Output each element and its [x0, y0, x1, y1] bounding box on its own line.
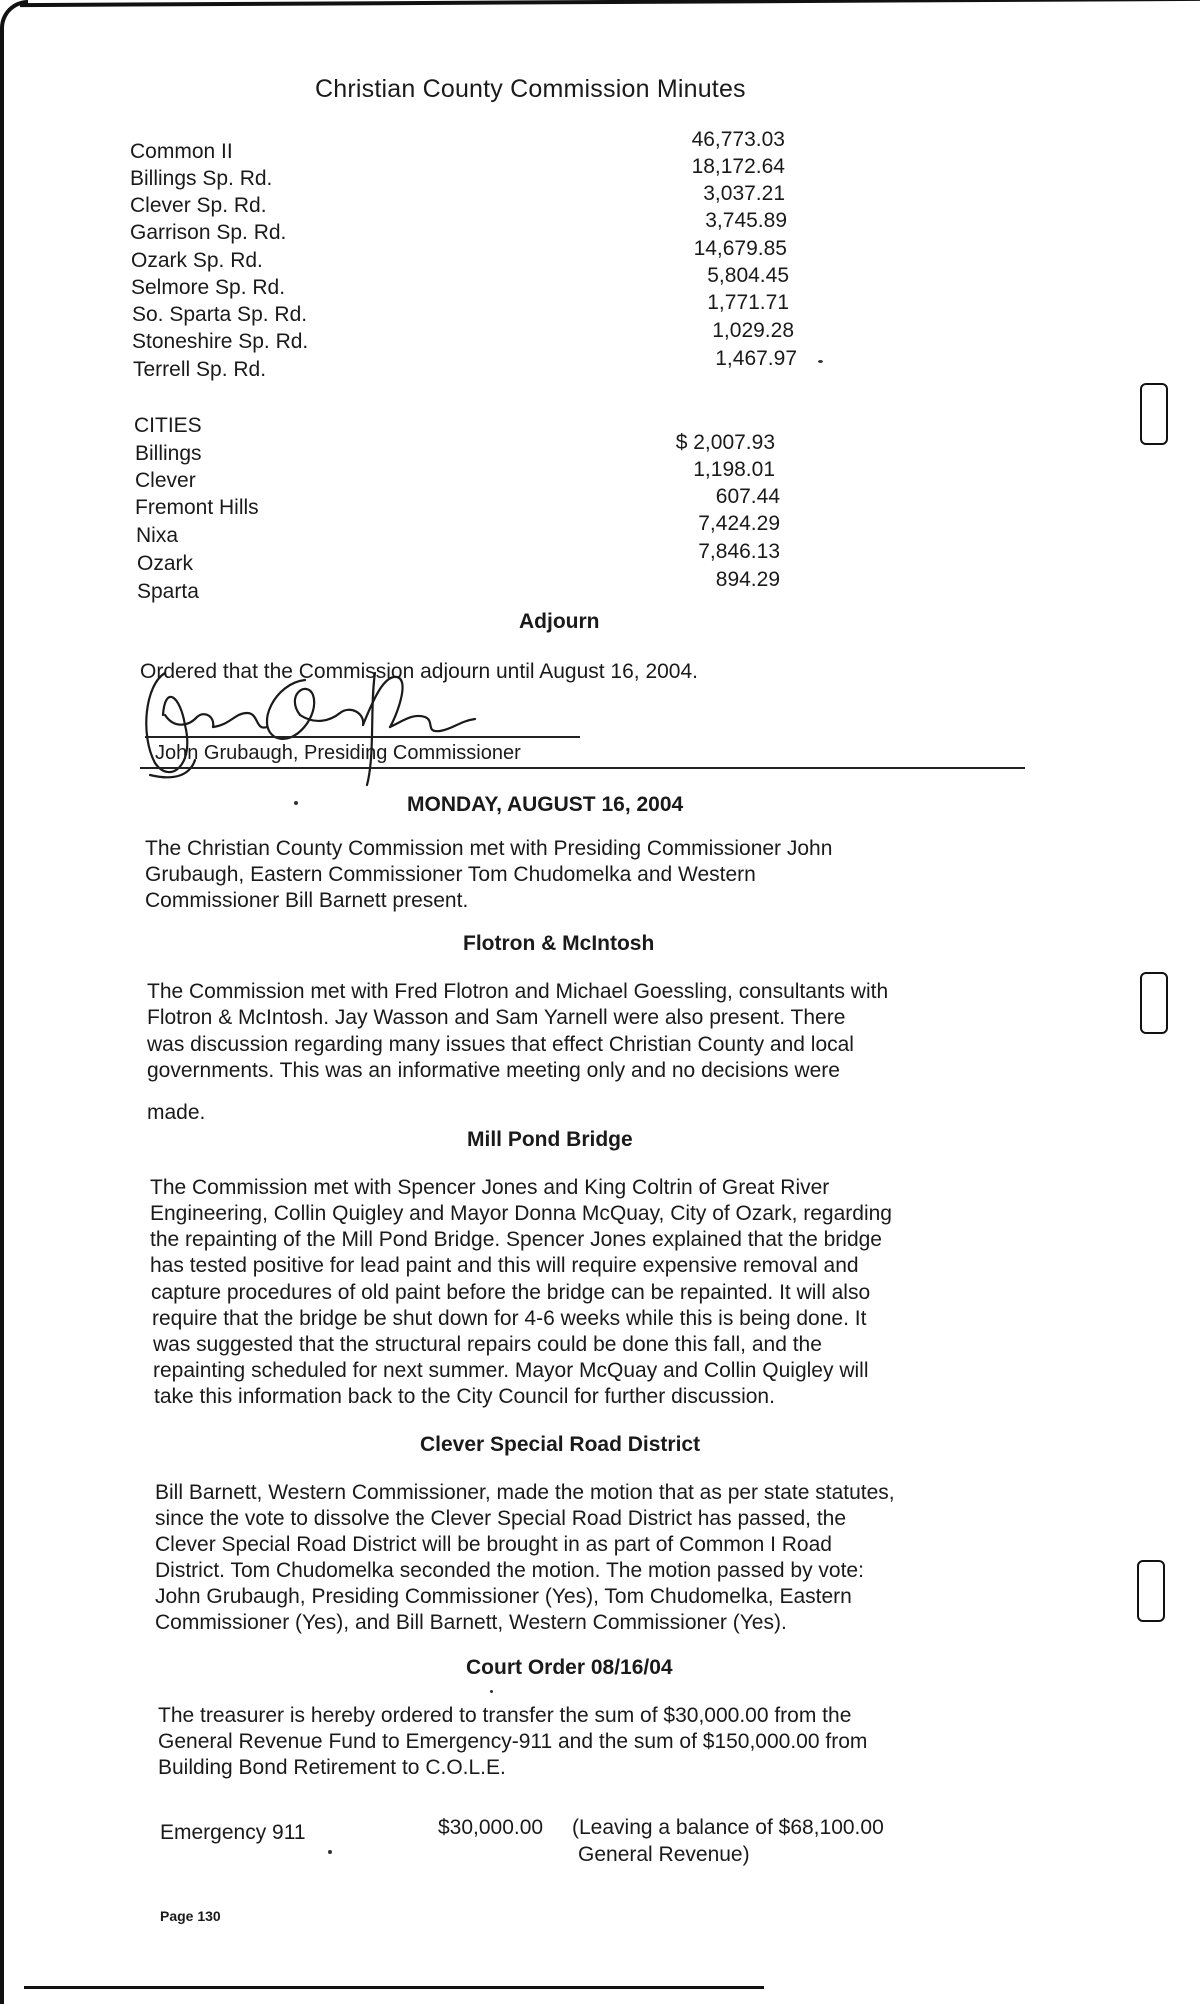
- section-line: Engineering, Collin Quigley and Mayor Donna McQuay, City of Ozark, regarding: [150, 1202, 892, 1225]
- road-district-amount: 1,771.71: [707, 291, 789, 314]
- section-line: Flotron & McIntosh. Jay Wasson and Sam Yarnell were also present. There: [147, 1006, 846, 1029]
- city-label: Sparta: [137, 580, 199, 603]
- scan-speck: [490, 1690, 493, 1693]
- binder-ring-hole: [1140, 972, 1168, 1034]
- section-line: District. Tom Chudomelka seconded the motion. The motion passed by vote:: [155, 1559, 864, 1582]
- road-district-label: Clever Sp. Rd.: [130, 194, 267, 217]
- city-amount: 7,424.29: [698, 512, 780, 535]
- section-line: The treasurer is hereby ordered to transfer the sum of $30,000.00 from the: [158, 1704, 852, 1727]
- binder-ring-hole: [1140, 383, 1168, 445]
- intro-line: Commissioner Bill Barnett present.: [145, 889, 469, 912]
- signature-caption: John Grubaugh, Presiding Commissioner: [155, 742, 521, 764]
- section-line: made.: [147, 1101, 206, 1124]
- section-line: was discussion regarding many issues that effect Christian County and local: [147, 1033, 854, 1056]
- road-district-amount: 14,679.85: [693, 237, 787, 260]
- section-divider: [140, 767, 1025, 769]
- road-district-label: So. Sparta Sp. Rd.: [132, 303, 308, 326]
- section-line: was suggested that the structural repairs could be done this fall, and the: [153, 1333, 822, 1356]
- road-district-amount: 3,745.89: [705, 209, 787, 232]
- scan-speck: [818, 360, 823, 363]
- section-line: capture procedures of old paint before the bridge can be repainted. It will also: [151, 1281, 871, 1304]
- signature-line: [145, 736, 580, 738]
- transfer-amount: $30,000.00: [438, 1816, 544, 1839]
- section-line: General Revenue Fund to Emergency-911 and the sum of $150,000.00 from: [158, 1730, 868, 1753]
- city-amount: 894.29: [715, 568, 780, 591]
- road-district-label: Terrell Sp. Rd.: [133, 358, 267, 381]
- city-amount: 7,846.13: [698, 540, 780, 563]
- section-line: Building Bond Retirement to C.O.L.E.: [158, 1756, 506, 1779]
- section-heading: Mill Pond Bridge: [467, 1128, 633, 1151]
- scan-speck: [294, 801, 298, 805]
- section-line: The Commission met with Spencer Jones and King Coltrin of Great River: [150, 1176, 830, 1199]
- scan-speck: [328, 1850, 332, 1854]
- page-edge-top: [20, 0, 1200, 7]
- section-heading: Clever Special Road District: [420, 1433, 701, 1456]
- road-district-label: Garrison Sp. Rd.: [130, 221, 287, 244]
- city-label: Nixa: [136, 524, 179, 547]
- road-district-label: Common II: [130, 140, 233, 163]
- city-amount: $ 2,007.93: [675, 431, 775, 454]
- road-district-amount: 3,037.21: [703, 182, 785, 205]
- adjourn-heading: Adjourn: [519, 610, 600, 633]
- section-line: governments. This was an informative meeting only and no decisions were: [147, 1059, 840, 1082]
- section-line: repainting scheduled for next summer. Mayor McQuay and Collin Quigley will: [153, 1359, 869, 1382]
- page-edge-bottom: [24, 1986, 764, 1989]
- section-line: take this information back to the City Council for further discussion.: [154, 1385, 775, 1408]
- road-district-amount: 1,029.28: [712, 319, 794, 342]
- road-district-label: Billings Sp. Rd.: [130, 167, 273, 190]
- road-district-amount: 18,172.64: [691, 155, 785, 178]
- city-label: Billings: [135, 442, 202, 465]
- city-label: Ozark: [137, 552, 194, 575]
- page-title: Christian County Commission Minutes: [315, 75, 746, 103]
- meeting-date-heading: MONDAY, AUGUST 16, 2004: [407, 793, 684, 816]
- section-line: The Commission met with Fred Flotron and Michael Goessling, consultants with: [147, 980, 889, 1003]
- road-district-amount: 5,804.45: [707, 264, 789, 287]
- section-line: John Grubaugh, Presiding Commissioner (Yes), Tom Chudomelka, Eastern: [155, 1585, 852, 1608]
- section-line: since the vote to dissolve the Clever Special Road District has passed, the: [155, 1507, 847, 1530]
- section-line: Bill Barnett, Western Commissioner, made the motion that as per state statutes,: [155, 1481, 895, 1504]
- section-heading: Court Order 08/16/04: [466, 1656, 673, 1679]
- road-district-amount: 1,467.97: [715, 347, 797, 370]
- adjourn-text: Ordered that the Commission adjourn until August 16, 2004.: [140, 660, 698, 683]
- page-edge: [0, 0, 28, 2004]
- transfer-note: General Revenue): [578, 1843, 750, 1866]
- transfer-label: Emergency 911: [160, 1821, 306, 1844]
- road-district-label: Ozark Sp. Rd.: [131, 249, 263, 272]
- intro-line: Grubaugh, Eastern Commissioner Tom Chudomelka and Western: [145, 863, 756, 886]
- section-line: has tested positive for lead paint and this will require expensive removal and: [150, 1254, 859, 1277]
- intro-line: The Christian County Commission met with Presiding Commissioner John: [145, 837, 833, 860]
- section-line: Clever Special Road District will be brought in as part of Common I Road: [155, 1533, 832, 1556]
- city-label: Fremont Hills: [135, 496, 259, 519]
- transfer-note: (Leaving a balance of $68,100.00: [572, 1816, 884, 1839]
- road-district-label: Stoneshire Sp. Rd.: [132, 330, 309, 353]
- city-amount: 607.44: [715, 485, 780, 508]
- section-line: Commissioner (Yes), and Bill Barnett, Western Commissioner (Yes).: [155, 1611, 787, 1634]
- section-line: require that the bridge be shut down for 4-6 weeks while this is being done. It: [152, 1307, 867, 1330]
- cities-heading: CITIES: [134, 414, 202, 437]
- road-district-label: Selmore Sp. Rd.: [131, 276, 286, 299]
- binder-ring-hole: [1137, 1560, 1165, 1622]
- signature-image: [135, 655, 495, 795]
- city-label: Clever: [135, 469, 196, 492]
- road-district-amount: 46,773.03: [691, 128, 785, 151]
- city-amount: 1,198.01: [693, 458, 775, 481]
- section-line: the repainting of the Mill Pond Bridge. Spencer Jones explained that the bridge: [150, 1228, 882, 1251]
- section-heading: Flotron & McIntosh: [463, 932, 655, 955]
- page-number: Page 130: [160, 1908, 221, 1924]
